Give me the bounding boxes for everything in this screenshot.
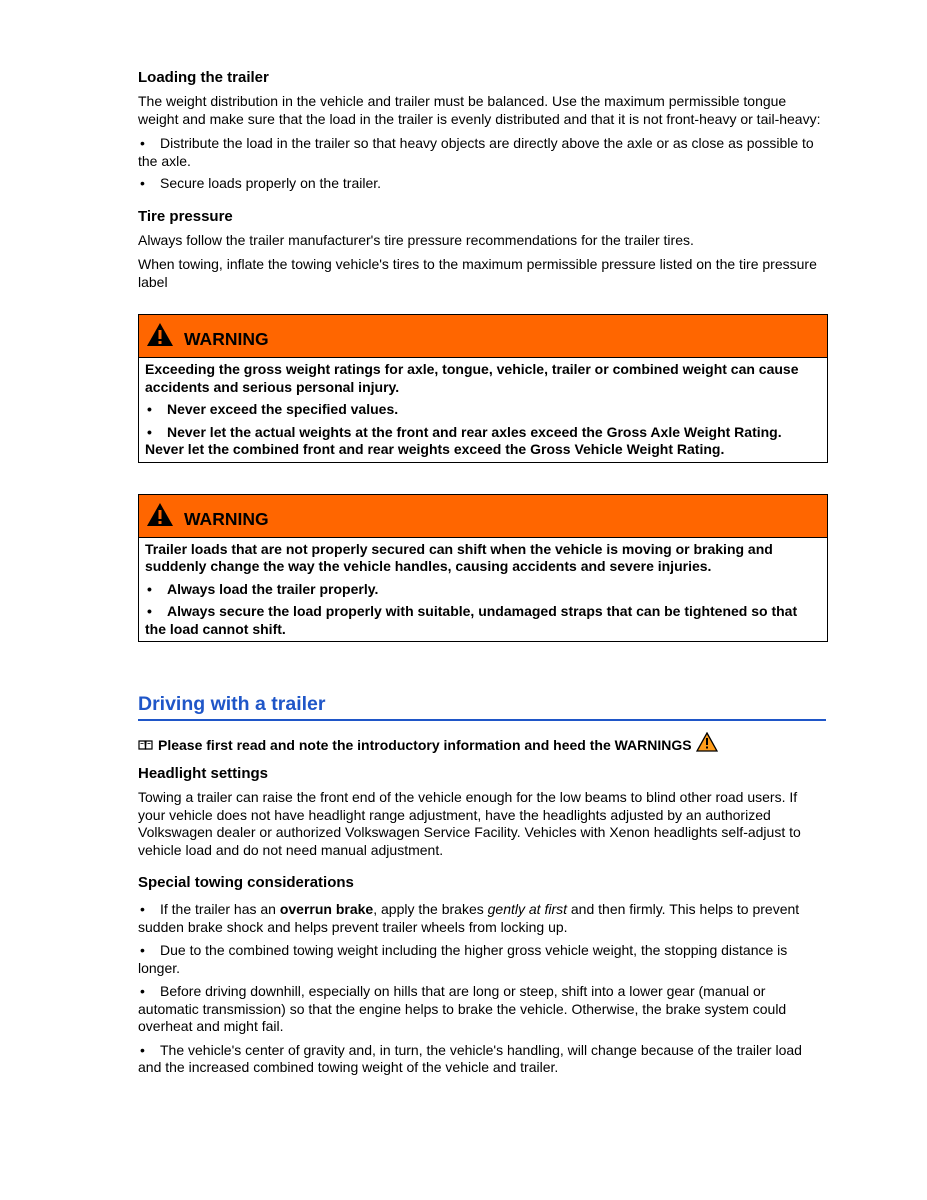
- list-item: • Distribute the load in the trailer so that heavy objects are directly above the axle or as close as possible to the axle.: [138, 135, 814, 169]
- book-icon: [138, 739, 153, 751]
- headlight-text: Towing a trailer can raise the front end of the vehicle enough for the low beams to blind other road users. If your vehicle does not have headlight range adjustment, have the headlights adjusted by an authorized Volkswagen dealer or authorized Volkswagen Service Facility. Vehicles with Xenon headlights self-adjust to vehicle load and do not need manual adjustment.: [138, 789, 801, 858]
- bullet-icon: •: [140, 1041, 145, 1058]
- tire-paragraph-2: When towing, inflate the towing vehicle's tires to the maximum permissible pressure listed on the tire pressure label: [138, 256, 817, 290]
- warning-body: [139, 538, 827, 642]
- warning-body: [139, 358, 827, 462]
- list-item: • Before driving downhill, especially on hills that are long or steep, shift into a lower gear (manual or automatic transmission) so that the engine helps to brake the vehicle. Otherwise, the brake system could overheat and might fail.: [138, 983, 787, 1034]
- headlight-heading: Headlight settings: [138, 765, 269, 782]
- bullet-icon: •: [147, 401, 152, 417]
- list-item: • Never exceed the specified values.: [147, 401, 399, 417]
- warning-title: WARNING: [184, 329, 269, 349]
- warning-header: [139, 495, 827, 538]
- bullet-icon: •: [140, 983, 145, 999]
- special-heading: Special towing considerations: [138, 874, 354, 891]
- warning-box-weight: [138, 314, 828, 463]
- tire-paragraph-1: Always follow the trailer manufacturer's tire pressure recommendations for the trailer tires.: [138, 231, 694, 248]
- warning-text: Exceeding the gross weight ratings for axle, tongue, vehicle, trailer or combined weight can cause accidents and serious personal injury.: [145, 361, 799, 395]
- list-item: • Never let the actual weights at the front and rear axles exceed the Gross Axle Weight Rating. Never let the combined front and rear weights exceed the Gross Vehicle Weight Rating.: [145, 423, 782, 457]
- list-item: • Always load the trailer properly.: [147, 580, 379, 597]
- bullet-icon: •: [140, 901, 145, 917]
- list-item: • If the trailer has an overrun brake, apply the brakes gently at first and then firmly. This helps to prevent sudden brake shock and helps prevent trailer wheels from locking up.: [138, 901, 800, 935]
- list-item: • Due to the combined towing weight including the higher gross vehicle weight, the stopping distance is longer.: [138, 942, 788, 976]
- intro-note-text: Please first read and note the introductory information and heed the WARNINGS: [158, 737, 692, 753]
- section-title: Driving with a trailer: [138, 692, 826, 721]
- warning-triangle-icon: [696, 732, 718, 752]
- warning-text: Trailer loads that are not properly secured can shift when the vehicle is moving or braking and suddenly change the way the vehicle handles, causing accidents and severe injuries.: [145, 540, 773, 574]
- warning-title: WARNING: [184, 508, 269, 529]
- list-item: • Secure loads properly on the trailer.: [140, 175, 382, 191]
- warning-triangle-icon: [146, 502, 174, 527]
- warning-header: [139, 315, 827, 358]
- intro-note: [138, 735, 828, 755]
- warning-box-load: [138, 494, 828, 643]
- bullet-icon: •: [147, 423, 152, 440]
- loading-intro: The weight distribution in the vehicle and trailer must be balanced. Use the maximum permissible tongue weight and make sure that the load in the trailer is evenly distributed and that it is not front-heavy or tail-heavy:: [138, 93, 821, 127]
- bullet-icon: •: [147, 603, 152, 619]
- loading-heading: Loading the trailer: [138, 69, 269, 86]
- tire-heading: Tire pressure: [138, 207, 233, 225]
- list-item: • The vehicle's center of gravity and, in turn, the vehicle's handling, will change because of the trailer load and the increased combined towing weight of the vehicle and trailer.: [138, 1041, 802, 1075]
- bullet-icon: •: [147, 580, 152, 597]
- manual-page: [138, 68, 828, 1082]
- bullet-icon: •: [140, 135, 145, 151]
- warning-triangle-icon: [146, 322, 174, 347]
- bullet-icon: •: [140, 942, 145, 958]
- list-item: • Always secure the load properly with suitable, undamaged straps that can be tightened so that the load cannot shift.: [145, 603, 798, 637]
- bullet-icon: •: [140, 175, 145, 191]
